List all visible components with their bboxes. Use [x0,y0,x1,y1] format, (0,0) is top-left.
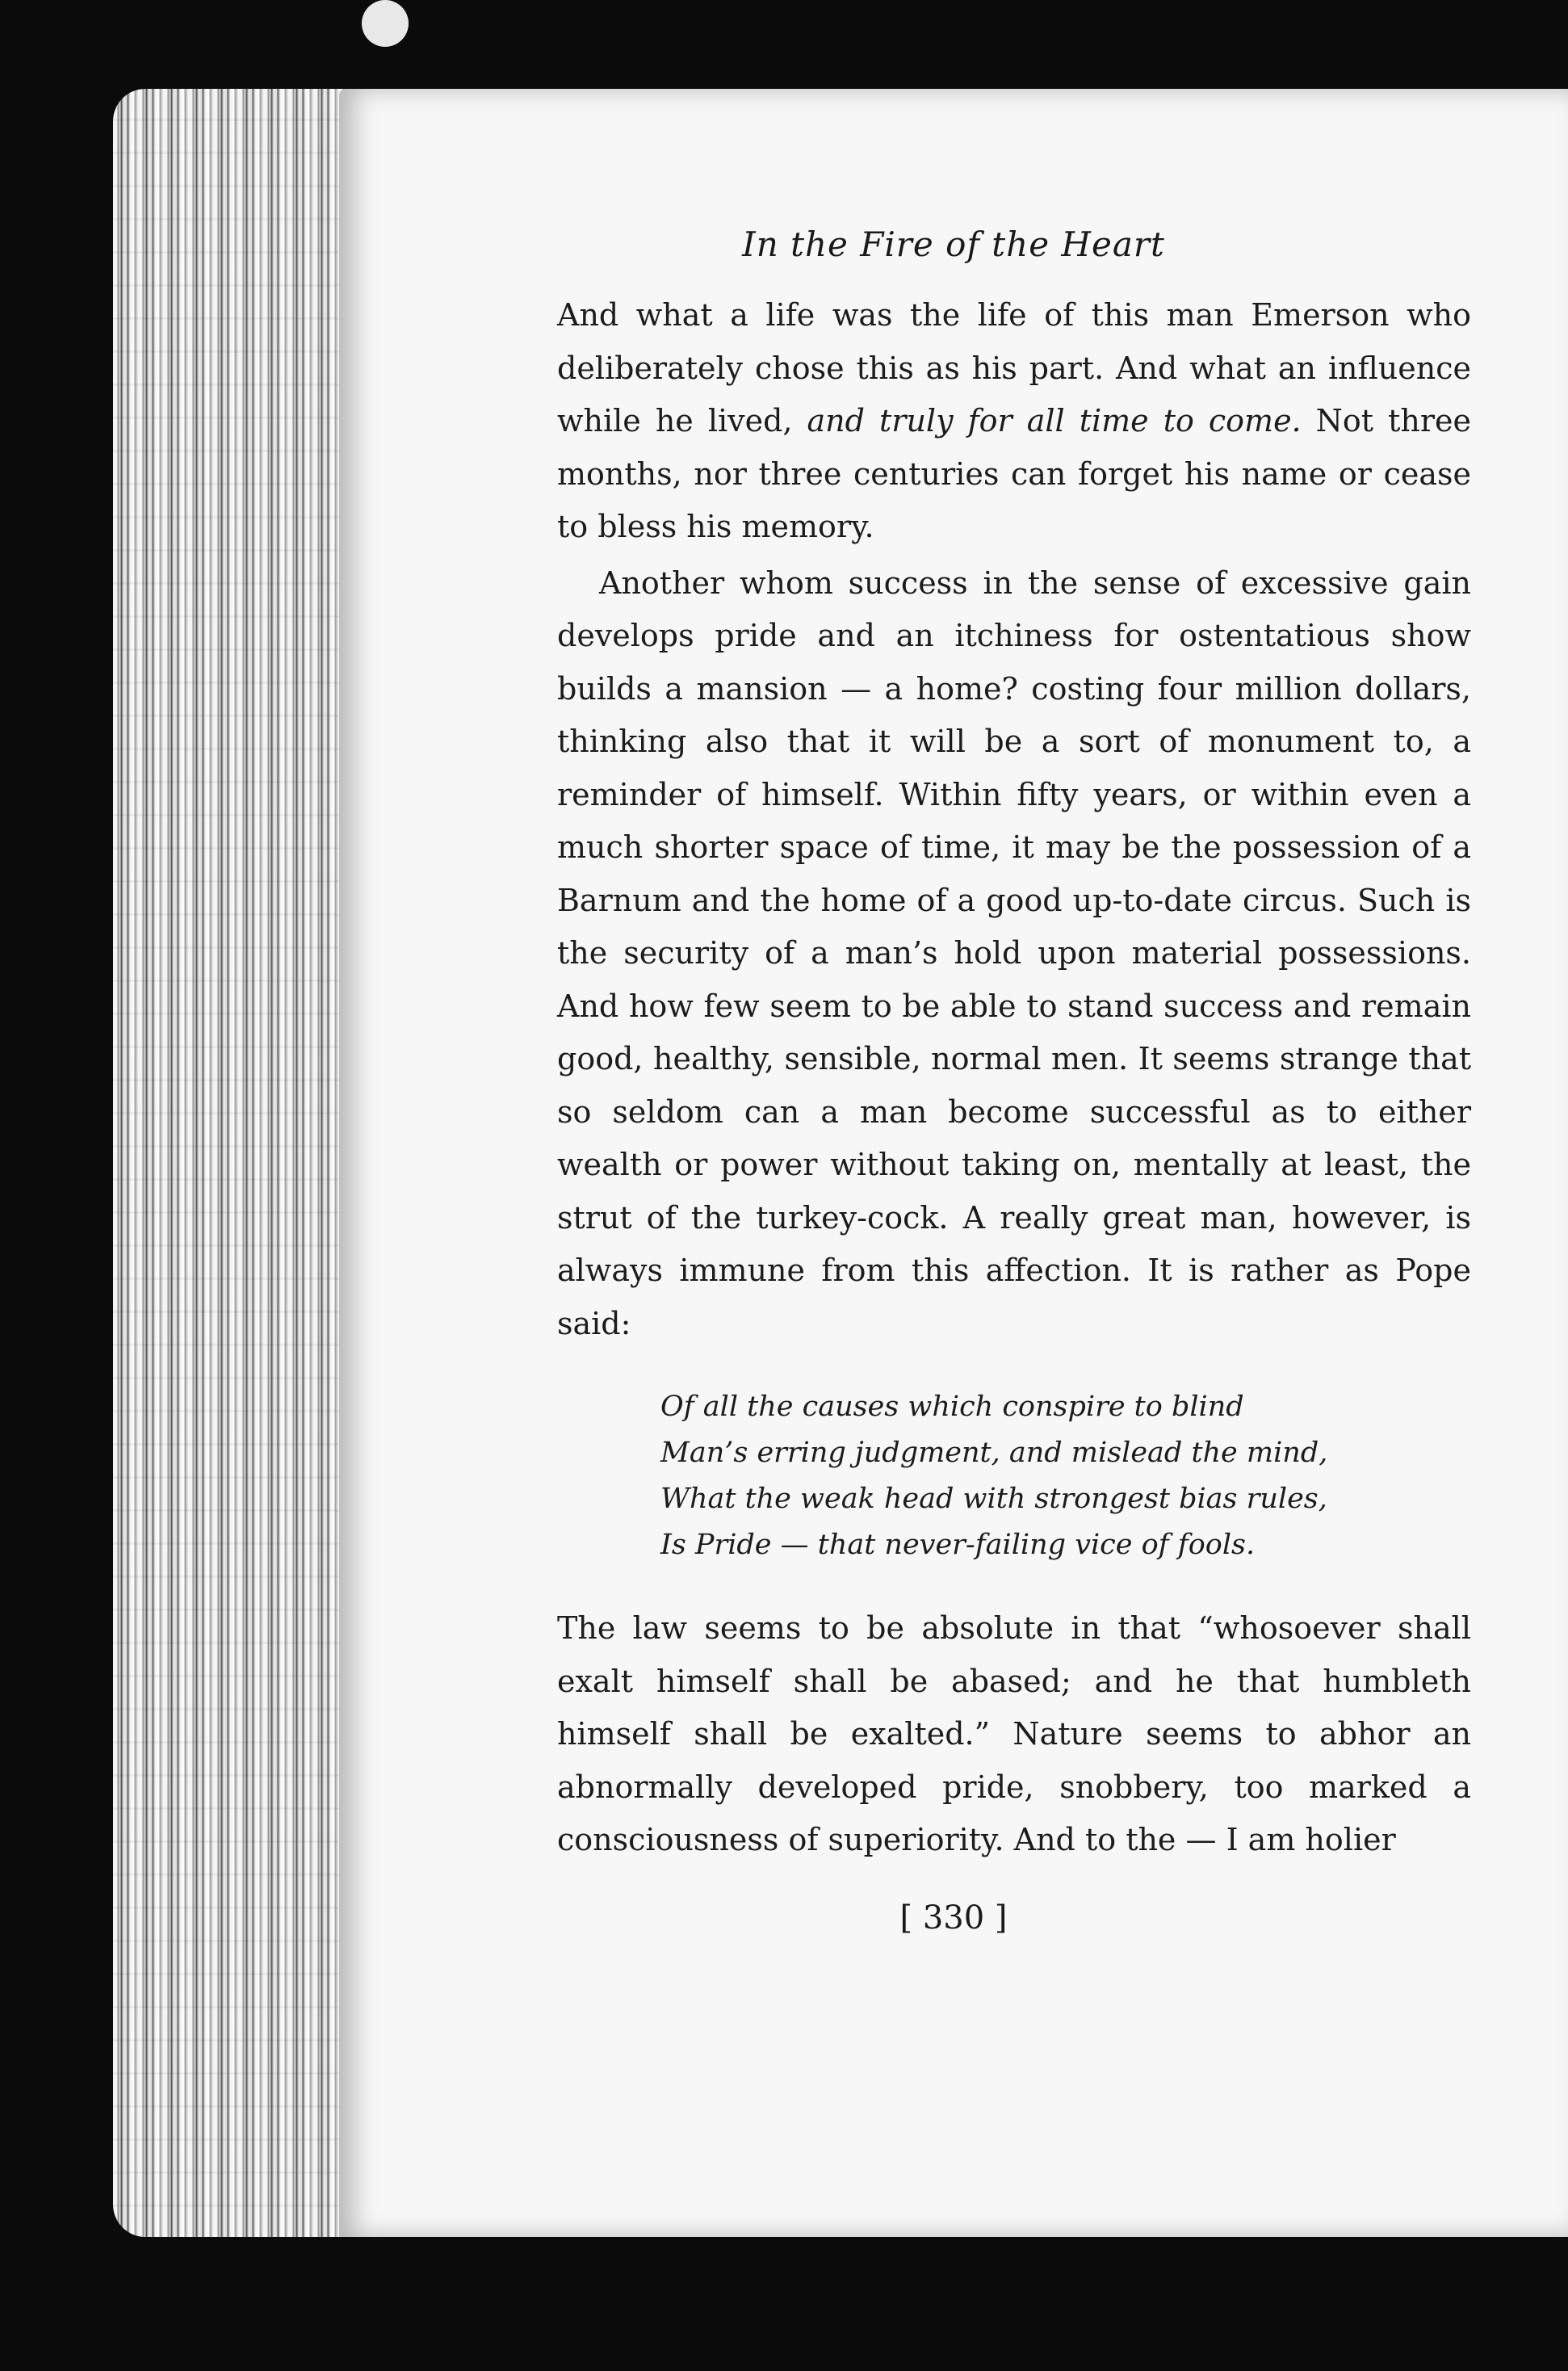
scan-speck [362,0,409,47]
running-head: In the Fire of the Heart [742,225,1165,264]
book-page [339,89,1568,2237]
paragraph-1-italic: and truly for all time to come. [807,403,1302,439]
page-body [557,289,1471,1870]
verse-line: Is Pride — that never-failing vice of fools. [660,1529,1256,1561]
paragraph-1 [557,289,1471,554]
verse-line: Man’s erring judgment, and mislead the mind, [660,1437,1328,1469]
verse-quote [660,1384,1471,1568]
paragraph-1-text-a: And what a life was the life of this man Emerson who deliberately chose this as his part. And what an influence while he lived, [557,297,1471,439]
page-number: [ 330 ] [899,1899,1008,1937]
verse-line: What the weak head with strongest bias rules, [660,1483,1327,1515]
paragraph-2: Another whom success in the sense of excessive gain develops pride and an itchiness for ostentatious show builds a mansion — a home? costing four million dollars, thinking also that it will be a sort of monument to, a reminder of himself. Within fifty years, or within even a much shorter space of time, it may be the possession of a Barnum and the home of a good up-to-date circus. Such is the security of a man’s hold upon material possessions. And how few seem to be able to stand success and remain good, healthy, sensible, normal men. It seems strange that so seldom can a man become successful as to either wealth or power without taking on, mentally at least, the strut of the turkey-cock. A really great man, however, is always immune from this affection. It is rather as Pope said: [557,564,1471,1341]
paragraph-3: The law seems to be absolute in that “whosoever shall exalt himself shall be abased; and he that humbleth himself shall be exalted.” Nature seems to abhor an abnormally developed pride, snobbery, too marked a consciousness of superiority. And to the — I am holier [557,1610,1471,1857]
book-page-edges [113,89,347,2237]
paragraph-1-text-b: Not three months, nor three centuries can forget his name or cease to bless his memory. [557,403,1471,544]
verse-line: Of all the causes which conspire to blind [660,1391,1244,1423]
